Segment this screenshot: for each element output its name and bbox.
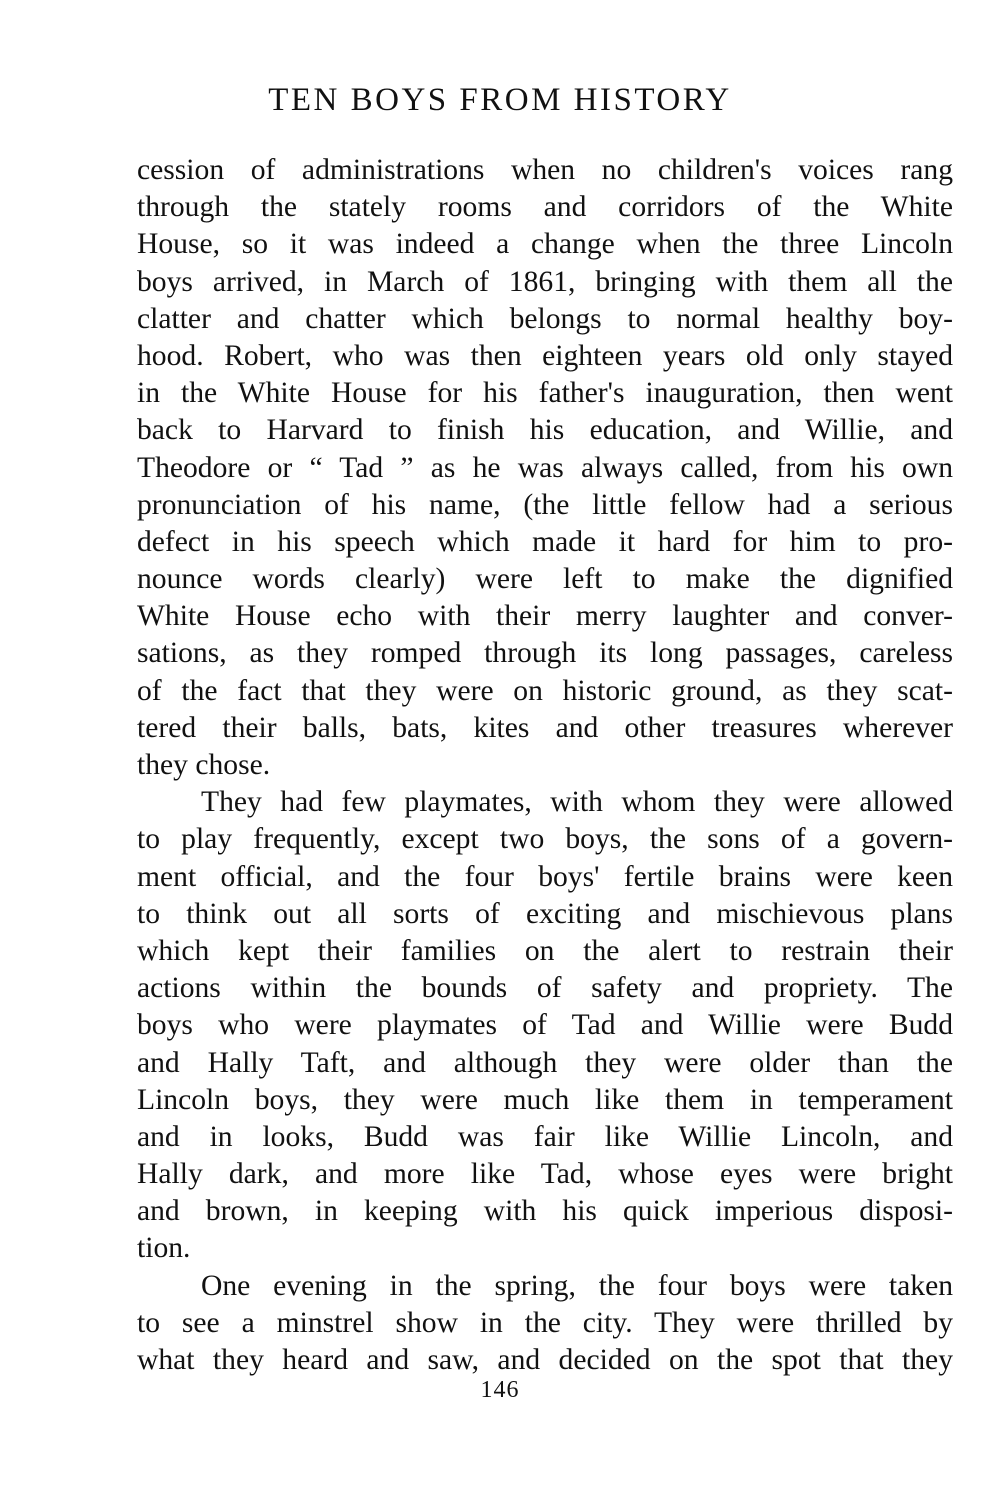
text-line: through the stately rooms and corridors of the White [137, 191, 953, 224]
text-line: pronunciation of his name, (the little fellow had a serious [137, 488, 953, 521]
text-line: cession of administrations when no children's voices rang [137, 154, 953, 186]
text-line: House, so it was indeed a change when the three Lincoln [137, 228, 953, 261]
text-line: Hally dark, and more like Tad, whose eyes were bright [137, 1158, 953, 1191]
text-line: boys arrived, in March of 1861, bringing with them all the [137, 265, 953, 298]
text-line: One evening in the spring, the four boys were taken [201, 1269, 953, 1302]
text-line: to see a minstrel show in the city. They were thrilled by [137, 1306, 953, 1339]
text-line: and Hally Taft, and although they were older than the [137, 1046, 953, 1079]
text-line: and brown, in keeping with his quick imperious disposi- [137, 1195, 953, 1228]
text-line: Theodore or “ Tad ” as he was always called, from his own [137, 451, 953, 484]
text-line: actions within the bounds of safety and propriety. The [137, 972, 953, 1005]
running-head: TEN BOYS FROM HISTORY [268, 82, 732, 118]
text-line: hood. Robert, who was then eighteen years old only stayed [137, 339, 953, 372]
text-line: what they heard and saw, and decided on the spot that they [137, 1344, 953, 1376]
text-line: boys who were playmates of Tad and Willie were Budd [137, 1009, 953, 1042]
text-line: White House echo with their merry laughter and conver- [137, 600, 953, 633]
text-line: tion. [137, 1232, 191, 1265]
text-line: Lincoln boys, they were much like them in temperament [137, 1083, 953, 1116]
text-line: they chose. [137, 749, 271, 781]
text-line: defect in his speech which made it hard for him to pro- [137, 525, 953, 558]
text-line: to play frequently, except two boys, the sons of a govern- [137, 823, 953, 856]
text-line: which kept their families on the alert to restrain their [137, 934, 953, 967]
text-line: in the White House for his father's inauguration, then went [137, 377, 953, 410]
paragraph [137, 1268, 953, 1380]
page-number: 146 [480, 1377, 520, 1403]
text-line: back to Harvard to finish his education, and Willie, and [137, 414, 953, 447]
text-line: They had few playmates, with whom they were allowed [201, 786, 953, 819]
text-line: nounce words clearly) were left to make the dignified [137, 563, 953, 596]
text-line: of the fact that they were on historic ground, as they scat- [137, 674, 953, 707]
text-line: clatter and chatter which belongs to normal healthy boy- [137, 302, 953, 335]
body-text [137, 152, 953, 1379]
text-line: sations, as they romped through its long passages, careless [137, 637, 953, 670]
text-line: to think out all sorts of exciting and mischievous plans [137, 897, 953, 930]
text-line: tered their balls, bats, kites and other treasures wherever [137, 711, 953, 744]
paragraph [137, 152, 953, 784]
text-line: and in looks, Budd was fair like Willie Lincoln, and [137, 1120, 953, 1153]
paragraph [137, 784, 953, 1267]
text-line: ment official, and the four boys' fertile brains were keen [137, 860, 953, 893]
